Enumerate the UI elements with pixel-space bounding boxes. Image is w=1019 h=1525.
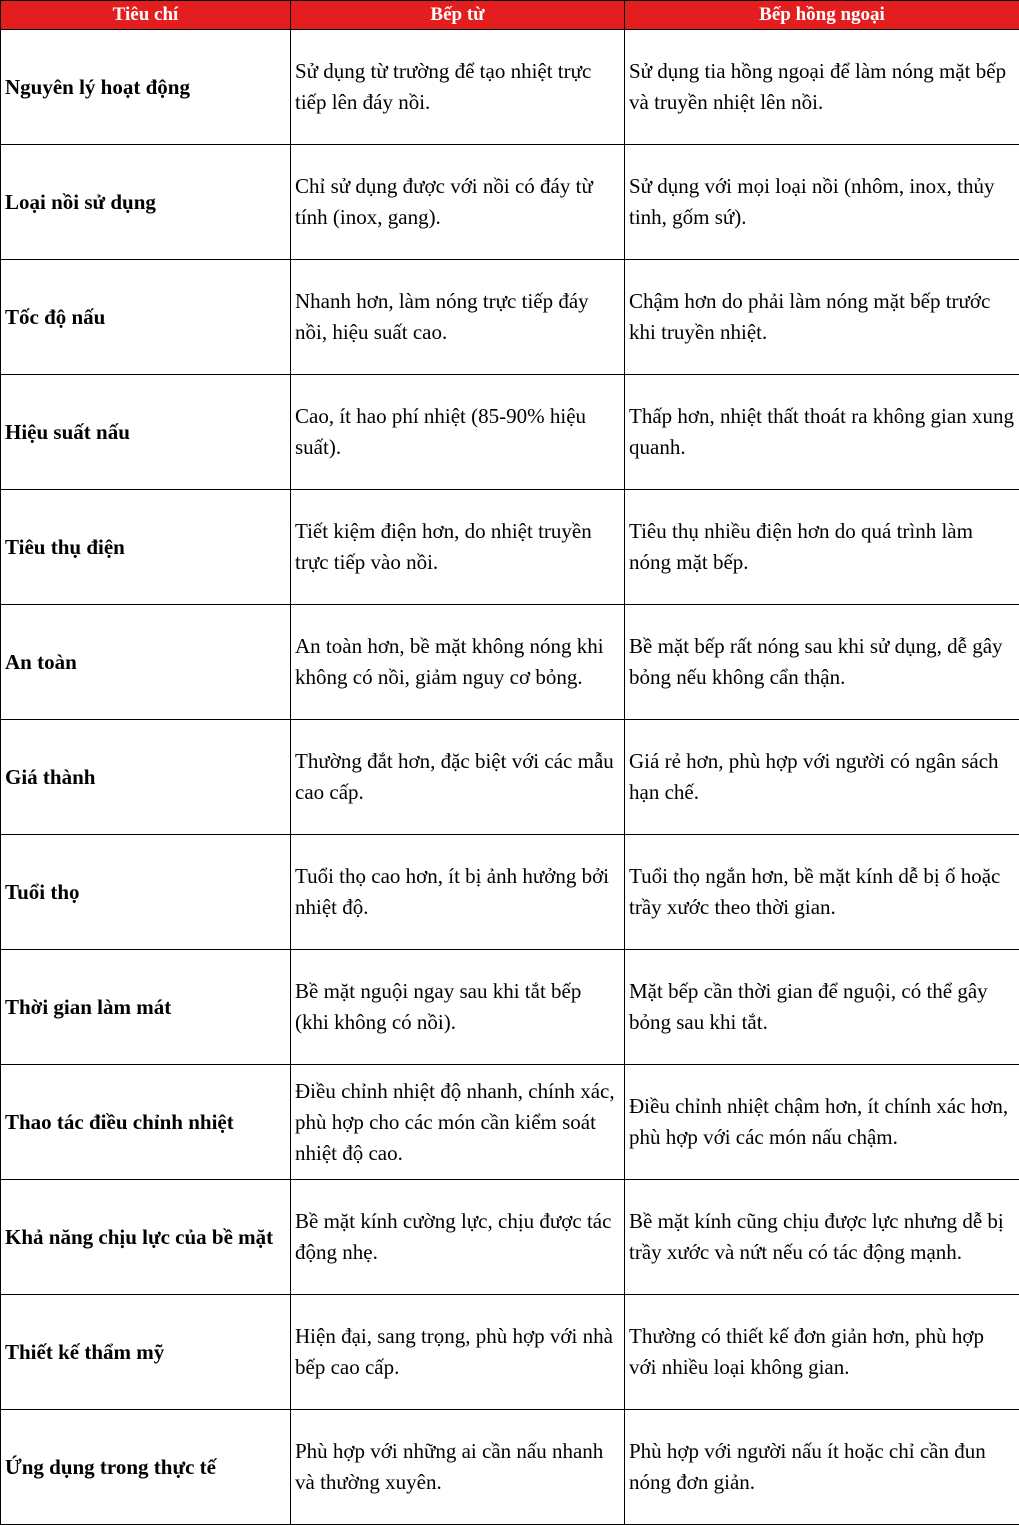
table-row [1, 605, 1019, 720]
induction-cell: Chỉ sử dụng được với nồi có đáy từ tính (inox, gang). [291, 145, 625, 260]
infrared-cell: Chậm hơn do phải làm nóng mặt bếp trước khi truyền nhiệt. [625, 260, 1019, 375]
infrared-cell: Điều chỉnh nhiệt chậm hơn, ít chính xác hơn, phù hợp với các món nấu chậm. [625, 1065, 1019, 1180]
infrared-cell: Thường có thiết kế đơn giản hơn, phù hợp với nhiều loại không gian. [625, 1295, 1019, 1410]
table-row [1, 950, 1019, 1065]
infrared-cell: Bề mặt bếp rất nóng sau khi sử dụng, dễ gây bỏng nếu không cẩn thận. [625, 605, 1019, 720]
criteria-cell: Hiệu suất nấu [1, 375, 291, 490]
infrared-cell: Sử dụng tia hồng ngoại để làm nóng mặt bếp và truyền nhiệt lên nồi. [625, 30, 1019, 145]
table-row [1, 1295, 1019, 1410]
infrared-cell: Giá rẻ hơn, phù hợp với người có ngân sách hạn chế. [625, 720, 1019, 835]
header-induction-cooker: Bếp từ [291, 1, 625, 30]
induction-cell: Thường đắt hơn, đặc biệt với các mẫu cao cấp. [291, 720, 625, 835]
induction-cell: Nhanh hơn, làm nóng trực tiếp đáy nồi, hiệu suất cao. [291, 260, 625, 375]
criteria-cell: Nguyên lý hoạt động [1, 30, 291, 145]
criteria-cell: Giá thành [1, 720, 291, 835]
induction-cell: An toàn hơn, bề mặt không nóng khi không có nồi, giảm nguy cơ bỏng. [291, 605, 625, 720]
infrared-cell: Tiêu thụ nhiều điện hơn do quá trình làm nóng mặt bếp. [625, 490, 1019, 605]
table-row [1, 490, 1019, 605]
table-row [1, 720, 1019, 835]
infrared-cell: Tuổi thọ ngắn hơn, bề mặt kính dễ bị ố hoặc trầy xước theo thời gian. [625, 835, 1019, 950]
criteria-cell: Thời gian làm mát [1, 950, 291, 1065]
induction-cell: Tuổi thọ cao hơn, ít bị ảnh hưởng bởi nhiệt độ. [291, 835, 625, 950]
table-row [1, 145, 1019, 260]
induction-cell: Bề mặt kính cường lực, chịu được tác động nhẹ. [291, 1180, 625, 1295]
table-row [1, 835, 1019, 950]
criteria-cell: An toàn [1, 605, 291, 720]
criteria-cell: Loại nồi sử dụng [1, 145, 291, 260]
table-row [1, 260, 1019, 375]
criteria-cell: Thiết kế thẩm mỹ [1, 1295, 291, 1410]
table-row [1, 30, 1019, 145]
criteria-cell: Ứng dụng trong thực tế [1, 1410, 291, 1525]
infrared-cell: Phù hợp với người nấu ít hoặc chỉ cần đun nóng đơn giản. [625, 1410, 1019, 1525]
table-header [1, 1, 1019, 30]
induction-cell: Sử dụng từ trường để tạo nhiệt trực tiếp lên đáy nồi. [291, 30, 625, 145]
induction-cell: Điều chỉnh nhiệt độ nhanh, chính xác, phù hợp cho các món cần kiểm soát nhiệt độ cao. [291, 1065, 625, 1180]
infrared-cell: Sử dụng với mọi loại nồi (nhôm, inox, thủy tinh, gốm sứ). [625, 145, 1019, 260]
criteria-cell: Tuổi thọ [1, 835, 291, 950]
induction-cell: Tiết kiệm điện hơn, do nhiệt truyền trực tiếp vào nồi. [291, 490, 625, 605]
infrared-cell: Bề mặt kính cũng chịu được lực nhưng dễ bị trầy xước và nứt nếu có tác động mạnh. [625, 1180, 1019, 1295]
induction-cell: Bề mặt nguội ngay sau khi tắt bếp (khi không có nồi). [291, 950, 625, 1065]
table-row [1, 1410, 1019, 1525]
table-row [1, 375, 1019, 490]
table-row [1, 1065, 1019, 1180]
criteria-cell: Khả năng chịu lực của bề mặt [1, 1180, 291, 1295]
header-row [1, 1, 1019, 30]
header-infrared-cooker: Bếp hồng ngoại [625, 1, 1019, 30]
induction-cell: Phù hợp với những ai cần nấu nhanh và thường xuyên. [291, 1410, 625, 1525]
induction-cell: Cao, ít hao phí nhiệt (85-90% hiệu suất). [291, 375, 625, 490]
criteria-cell: Thao tác điều chỉnh nhiệt [1, 1065, 291, 1180]
table-row [1, 1180, 1019, 1295]
criteria-cell: Tốc độ nấu [1, 260, 291, 375]
criteria-cell: Tiêu thụ điện [1, 490, 291, 605]
infrared-cell: Thấp hơn, nhiệt thất thoát ra không gian xung quanh. [625, 375, 1019, 490]
infrared-cell: Mặt bếp cần thời gian để nguội, có thể gây bỏng sau khi tắt. [625, 950, 1019, 1065]
induction-cell: Hiện đại, sang trọng, phù hợp với nhà bếp cao cấp. [291, 1295, 625, 1410]
header-criteria: Tiêu chí [1, 1, 291, 30]
table-body [1, 30, 1019, 1525]
